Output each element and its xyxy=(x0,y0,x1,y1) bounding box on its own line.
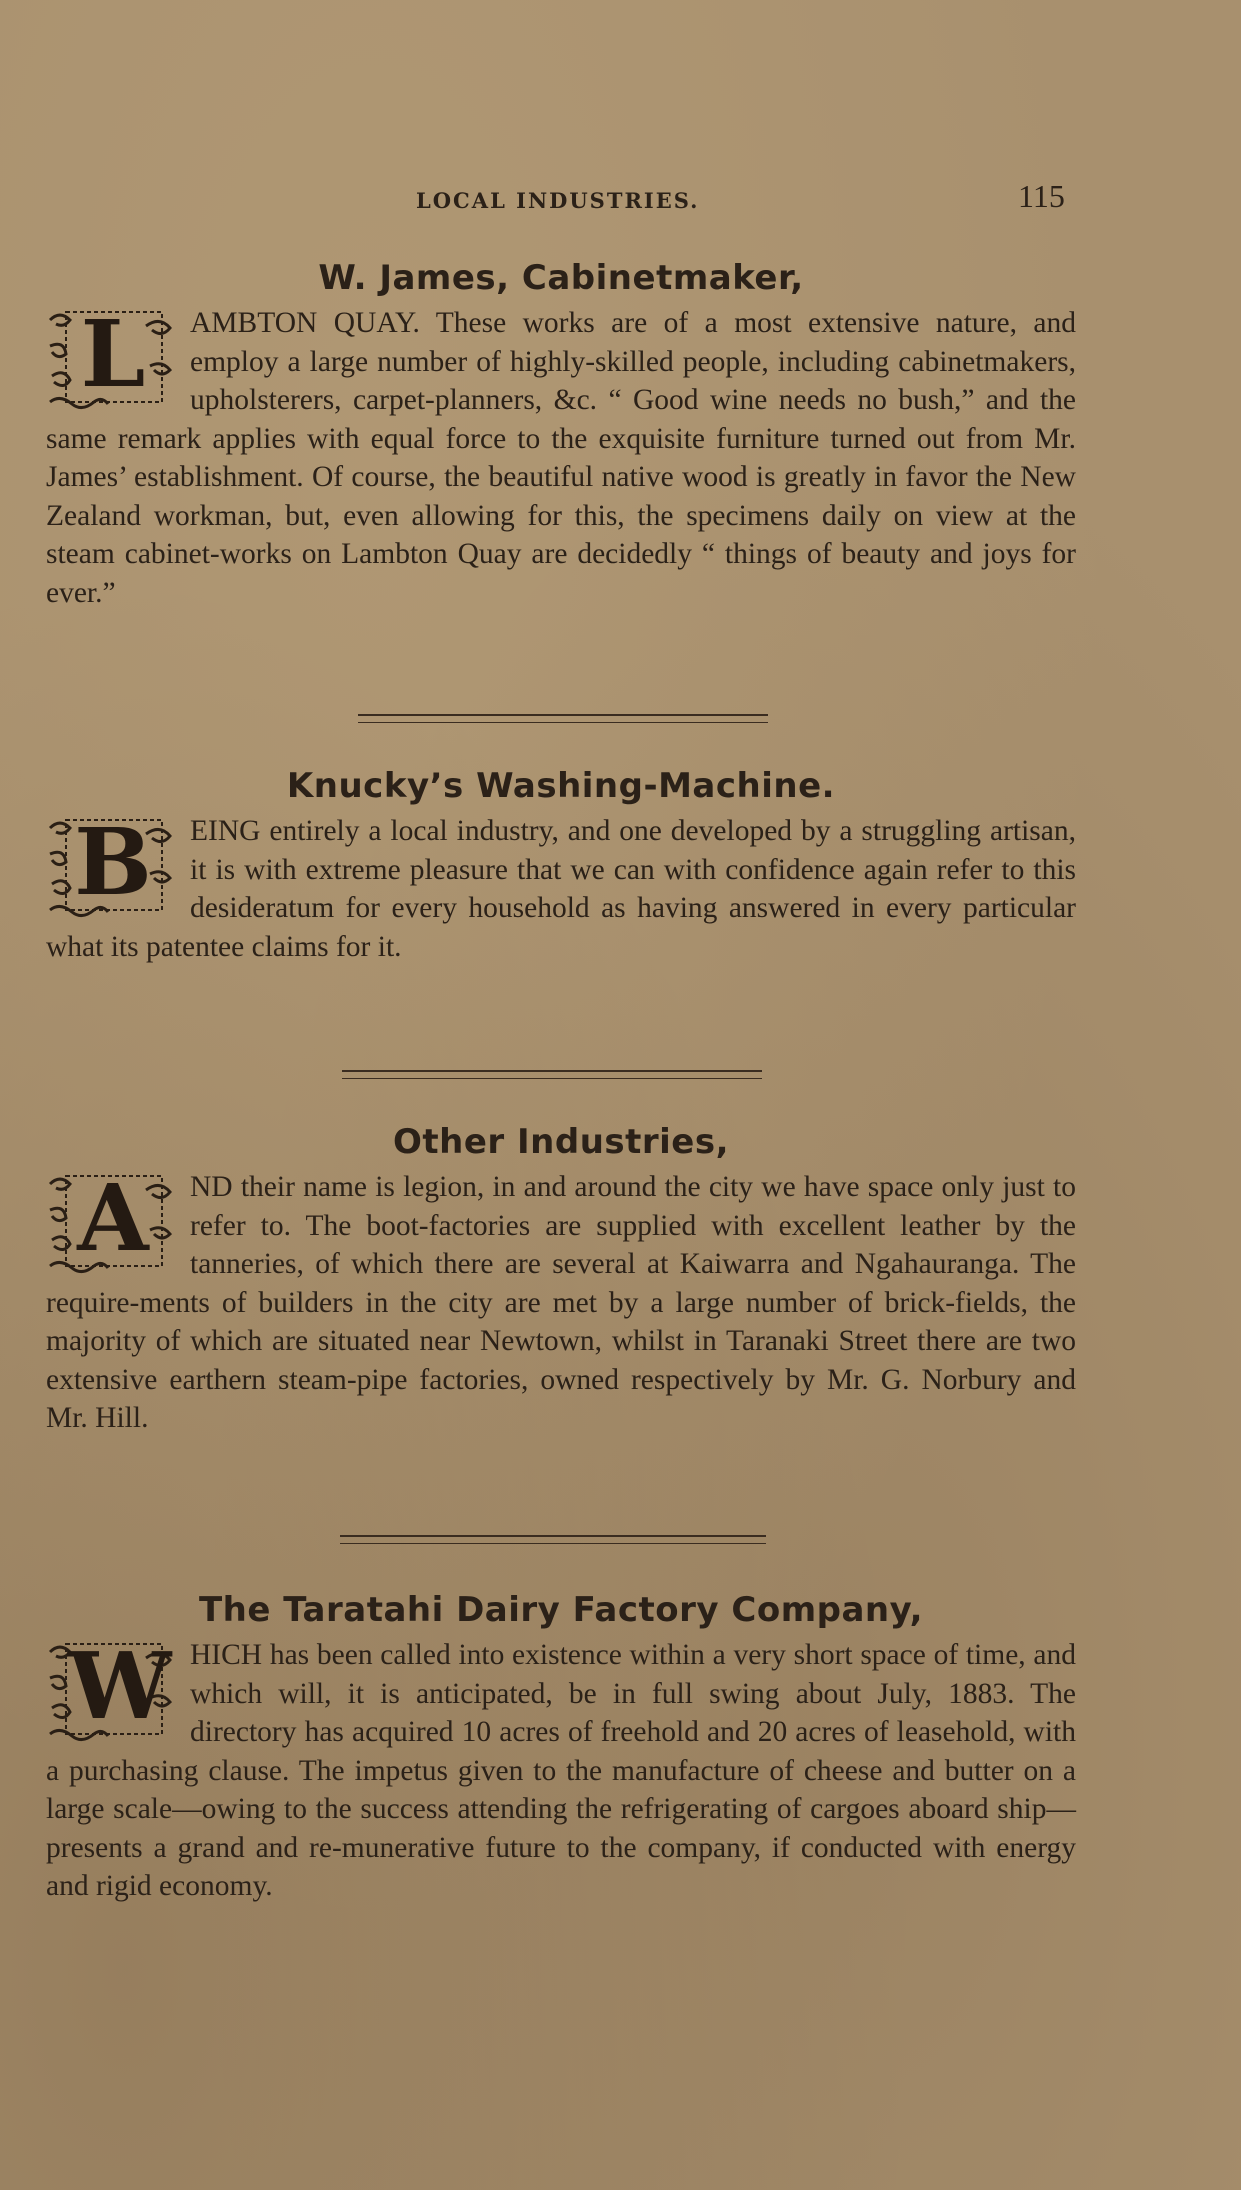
section-body xyxy=(46,300,1076,612)
section-cabinetmaker xyxy=(46,258,1076,612)
section-divider xyxy=(340,1535,766,1544)
drop-cap-ornament xyxy=(46,1632,178,1750)
drop-cap-ornament xyxy=(46,808,178,926)
section-body xyxy=(46,808,1076,966)
section-body xyxy=(46,1632,1076,1906)
section-title: Knucky’s Washing-Machine. xyxy=(286,766,836,806)
section-text: EING entirely a local industry, and one developed by a struggling artisan, it is with extreme pleasure that we can with confidence again refer to this desideratum for every household as having answered in every particular what its patentee claims for it. xyxy=(46,815,1076,963)
drop-cap-ornament xyxy=(46,1164,178,1282)
running-head: LOCAL INDUSTRIES. xyxy=(416,188,700,213)
section-text: HICH has been called into existence within a very short space of time, and which will, it is anticipated, be in full swing about July, 1883. The directory has acquired 10 acres of freehold and 20 acres of leasehold, with a purchasing clause. The impetus given to the manufacture of cheese and butter on a large scale—owing to the success attending the refrigerating of cargoes aboard ship—presents a grand and re-munerative future to the company, if conducted with energy and rigid economy. xyxy=(46,1639,1076,1902)
drop-cap-letter: B xyxy=(74,808,152,916)
section-text: ND their name is legion, in and around the city we have space only just to refer to. The boot-factories are supplied with excellent leather by the tanneries, of which there are several at Kaiwarra and Ngahauranga. The require-ments of builders in the city are met by a large number of brick-fields, the majority of which are situated near Newtown, whilst in Taranaki Street there are two extensive earthern steam-pipe factories, owned respectively by Mr. G. Norbury and Mr. Hill. xyxy=(46,1171,1076,1434)
section-divider xyxy=(358,714,768,723)
section-title: Other Industries, xyxy=(392,1122,730,1162)
drop-cap-letter: L xyxy=(80,300,146,408)
section-washing-machine xyxy=(46,766,1076,966)
section-other-industries xyxy=(46,1122,1076,1438)
section-title: W. James, Cabinetmaker, xyxy=(318,258,804,298)
drop-cap-letter: W xyxy=(68,1632,172,1740)
section-divider xyxy=(342,1070,762,1079)
page-number: 115 xyxy=(1018,178,1065,214)
drop-cap-letter: A xyxy=(77,1164,149,1272)
section-body xyxy=(46,1164,1076,1438)
section-dairy-factory xyxy=(46,1590,1076,1906)
drop-cap-ornament xyxy=(46,300,178,418)
section-text: AMBTON QUAY. These works are of a most extensive nature, and employ a large number of highly-skilled people, including cabinetmakers, upholsterers, carpet-planners, &c. “ Good wine needs no bush,” and the same remark applies with equal force to the exquisite furniture turned out from Mr. James’ establishment. Of course, the beautiful native wood is greatly in favor the New Zealand workman, but, even allowing for this, the specimens daily on view at the steam cabinet-works on Lambton Quay are decidedly “ things of beauty and joys for ever.” xyxy=(46,307,1076,609)
section-title: The Taratahi Dairy Factory Company, xyxy=(198,1590,924,1630)
